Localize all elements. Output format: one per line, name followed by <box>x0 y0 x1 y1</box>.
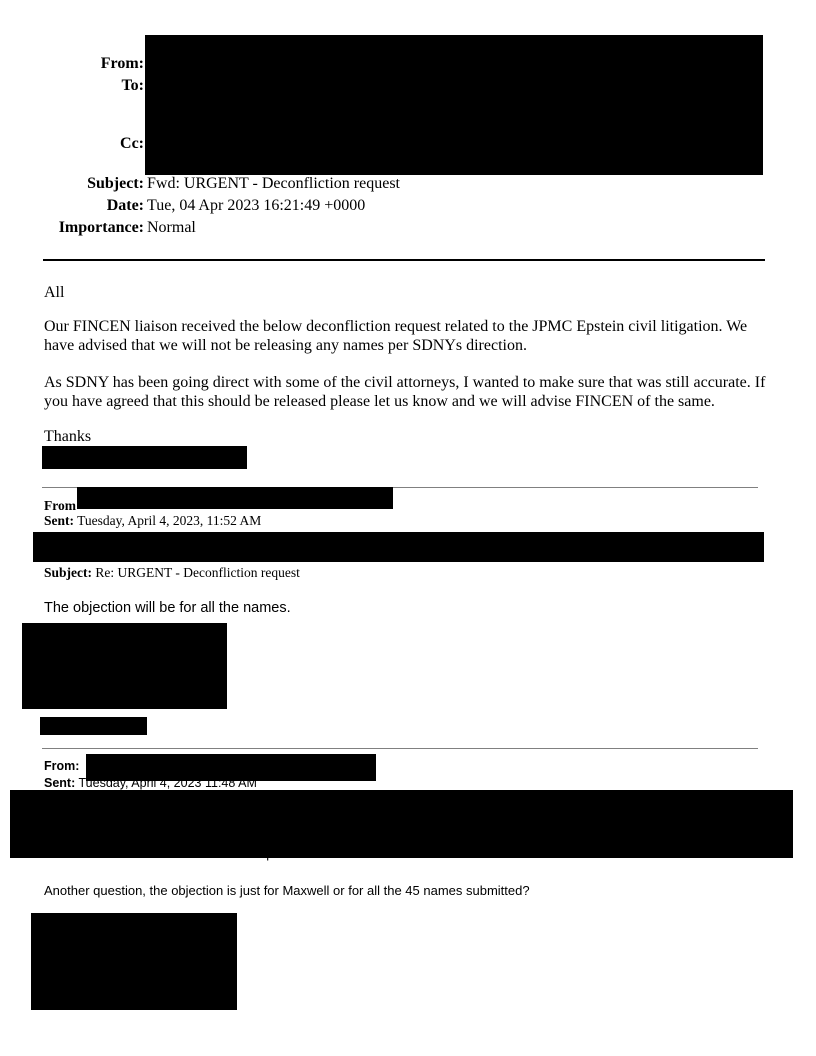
redaction-signature <box>42 446 247 469</box>
cc-label: Cc: <box>120 135 144 152</box>
sent-value: Tuesday, April 4, 2023 11:48 AM <box>78 776 257 790</box>
importance-value: Normal <box>147 219 196 236</box>
sent-line <box>44 776 257 790</box>
subject-value: Re: URGENT - Deconfliction request <box>95 565 300 580</box>
reply-body: The objection will be for all the names. <box>44 600 291 616</box>
subject-label: Subject: <box>44 565 92 580</box>
closing: Thanks <box>44 428 92 445</box>
redaction-signature-block <box>22 623 227 709</box>
redaction-recipients <box>145 35 763 175</box>
paragraph-1: Our FINCEN liaison received the below deconfliction request related to the JPMC Epstein civil litigation. We have advised that we will not be releasing any names per SDNYs direction. <box>44 318 748 354</box>
sent-label: Sent: <box>44 513 74 528</box>
greeting: All <box>44 284 65 301</box>
subject-label: Subject: <box>87 175 144 192</box>
paragraph-2: As SDNY has been going direct with some of the civil attorneys, I wanted to make sure that was still accurate. If you have agreed that this should be released please let us know and we will advise FINCEN of the same. <box>44 374 766 410</box>
from-label: From: <box>44 759 80 773</box>
importance-label: Importance: <box>58 219 144 236</box>
from-label: From: <box>100 55 144 72</box>
reply-body: Another question, the objection is just for Maxwell or for all the 45 names submitted? <box>44 883 530 898</box>
date-value: Tue, 04 Apr 2023 16:21:49 +0000 <box>147 197 366 214</box>
to-label: To: <box>121 77 144 94</box>
subject-line <box>44 565 300 581</box>
redaction-signature-block <box>31 913 237 1010</box>
redaction-sender <box>77 487 393 509</box>
subject-value: Fwd: URGENT - Deconfliction request <box>147 175 400 192</box>
redaction-to <box>33 532 764 562</box>
redaction-recipients <box>10 790 793 858</box>
redaction-name <box>40 717 147 735</box>
header-divider <box>43 259 765 261</box>
from-label: From <box>44 498 76 513</box>
sent-line <box>44 513 261 529</box>
date-label: Date: <box>106 197 144 214</box>
sent-label: Sent: <box>44 776 76 790</box>
divider <box>42 748 758 749</box>
sent-value: Tuesday, April 4, 2023, 11:52 AM <box>77 513 262 528</box>
